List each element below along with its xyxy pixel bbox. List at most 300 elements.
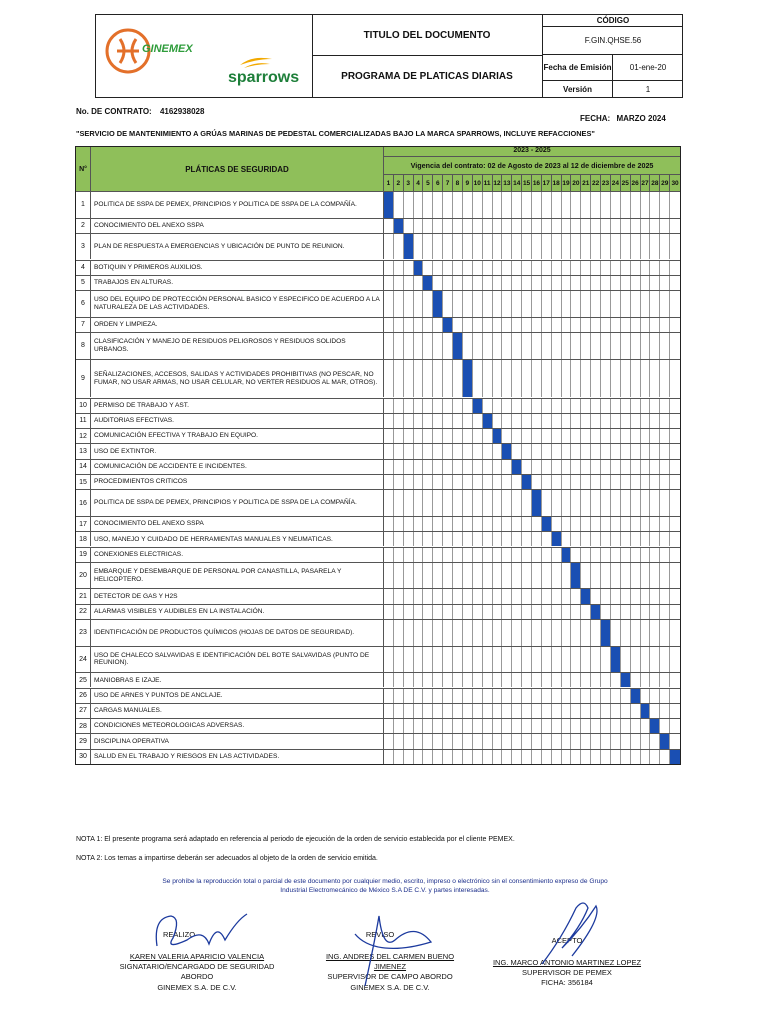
grid-cell [394, 429, 404, 443]
grid-cell [552, 563, 562, 589]
grid-cell [463, 532, 473, 546]
grid-cell [660, 620, 670, 646]
scheduled-day-cell [453, 333, 463, 359]
grid-cell [641, 234, 651, 260]
grid-cell [611, 563, 621, 589]
grid-cell [591, 490, 601, 516]
grid-cell [631, 261, 641, 275]
grid-cell [493, 719, 503, 733]
row-number: 12 [76, 429, 91, 443]
grid-cell [542, 460, 552, 474]
grid-cell [552, 399, 562, 413]
grid-cell [384, 517, 394, 531]
program-title: PROGRAMA DE PLATICAS DIARIAS [341, 71, 513, 82]
grid-cell [414, 399, 424, 413]
grid-cell [660, 563, 670, 589]
grid-cell [611, 605, 621, 619]
grid-cell [394, 192, 404, 218]
grid-cell [463, 318, 473, 332]
grid-cell [670, 318, 680, 332]
grid-cell [453, 291, 463, 317]
signer-title: SUPERVISOR DE PEMEX [522, 968, 612, 978]
grid-cell [404, 460, 414, 474]
day-header-cell: 25 [621, 175, 631, 191]
grid-cell [384, 532, 394, 546]
grid-cell [493, 234, 503, 260]
row-number: 8 [76, 333, 91, 359]
grid-cell [562, 563, 572, 589]
grid-cell [414, 673, 424, 687]
row-number: 26 [76, 689, 91, 703]
grid-cell [591, 750, 601, 764]
grid-cell [423, 429, 433, 443]
grid-cell [562, 318, 572, 332]
grid-cell [591, 261, 601, 275]
grid-cell [532, 719, 542, 733]
grid-cell [394, 291, 404, 317]
grid-cell [423, 704, 433, 718]
grid-cell [404, 532, 414, 546]
scheduled-day-cell [384, 192, 394, 218]
service-description: "SERVICIO DE MANTENIMIENTO A GRÚAS MARINAS DE PEDESTAL COMERCIALIZADAS BAJO LA MARCA SPARROWS, INCLUYE REFACCIONES" [76, 129, 595, 138]
grid-cell [542, 444, 552, 458]
grid-cell [581, 689, 591, 703]
grid-cell [522, 750, 532, 764]
grid-cell [591, 318, 601, 332]
grid-cell [650, 647, 660, 673]
grid-cell [660, 475, 670, 489]
grid-cell [562, 673, 572, 687]
grid-cell [542, 532, 552, 546]
grid-cell [601, 532, 611, 546]
grid-cell [611, 475, 621, 489]
grid-cell [591, 532, 601, 546]
grid-cell [650, 360, 660, 398]
grid-cell [443, 734, 453, 748]
grid-cell [453, 399, 463, 413]
grid-cell [512, 276, 522, 290]
grid-cell [404, 219, 414, 233]
grid-cell [621, 318, 631, 332]
grid-cell [532, 276, 542, 290]
grid-cell [650, 318, 660, 332]
grid-cell [453, 360, 463, 398]
grid-cell [621, 444, 631, 458]
grid-cell [601, 276, 611, 290]
grid-cell [522, 563, 532, 589]
day-header-cell: 8 [453, 175, 463, 191]
row-number: 5 [76, 276, 91, 290]
grid-cell [493, 490, 503, 516]
grid-cell [453, 318, 463, 332]
grid-cell [631, 750, 641, 764]
grid-cell [483, 647, 493, 673]
grid-cell [532, 333, 542, 359]
grid-cell [641, 261, 651, 275]
grid-cell [601, 318, 611, 332]
grid-cell [591, 620, 601, 646]
grid-cell [493, 532, 503, 546]
grid-cell [631, 673, 641, 687]
grid-cell [601, 429, 611, 443]
grid-cell [443, 360, 453, 398]
grid-cell [601, 219, 611, 233]
grid-cell [512, 734, 522, 748]
grid-cell [670, 276, 680, 290]
row-topic: SEÑALIZACIONES, ACCESOS, SALIDAS Y ACTIVIDADES PROHIBITIVAS (NO PESCAR, NO FUMAR, NO USAR ARMAS, NO USAR CELULAR, NO VERTER RESIDUOS AL MAR, OTROS). [91, 360, 384, 398]
grid-cell [502, 605, 512, 619]
grid-cell [512, 589, 522, 603]
grid-cell [404, 605, 414, 619]
grid-cell [433, 429, 443, 443]
grid-cell [591, 414, 601, 428]
grid-cell [670, 734, 680, 748]
grid-cell [542, 750, 552, 764]
grid-cell [660, 219, 670, 233]
grid-cell [463, 475, 473, 489]
grid-cell [601, 719, 611, 733]
grid-cell [473, 291, 483, 317]
grid-cell [631, 719, 641, 733]
grid-cell [522, 360, 532, 398]
grid-cell [502, 704, 512, 718]
grid-cell [571, 734, 581, 748]
grid-cell [641, 490, 651, 516]
row-topic: CARGAS MANUALES. [91, 704, 384, 718]
grid-cell [611, 429, 621, 443]
grid-cell [631, 333, 641, 359]
grid-cell [443, 460, 453, 474]
grid-cell [601, 589, 611, 603]
grid-cell [433, 219, 443, 233]
grid-cell [532, 318, 542, 332]
grid-cell [502, 719, 512, 733]
grid-cell [562, 750, 572, 764]
grid-cell [660, 414, 670, 428]
contract-label: No. DE CONTRATO: [76, 107, 152, 116]
grid-cell [404, 647, 414, 673]
grid-cell [601, 548, 611, 562]
grid-cell [571, 620, 581, 646]
grid-cell [423, 399, 433, 413]
scheduled-day-cell [621, 673, 631, 687]
grid-cell [571, 719, 581, 733]
grid-cell [473, 475, 483, 489]
grid-cell [611, 734, 621, 748]
grid-cell [502, 192, 512, 218]
grid-cell [483, 563, 493, 589]
grid-cell [650, 548, 660, 562]
grid-cell [601, 333, 611, 359]
grid-cell [571, 689, 581, 703]
grid-cell [571, 219, 581, 233]
grid-cell [473, 532, 483, 546]
grid-cell [660, 517, 670, 531]
grid-cell [453, 261, 463, 275]
grid-cell [512, 399, 522, 413]
grid-cell [443, 291, 453, 317]
grid-cell [433, 414, 443, 428]
grid-cell [463, 605, 473, 619]
grid-cell [591, 276, 601, 290]
grid-cell [394, 563, 404, 589]
grid-cell [552, 620, 562, 646]
row-topic: USO DEL EQUIPO DE PROTECCIÓN PERSONAL BASICO Y ESPECIFICO DE ACUERDO A LA NATURALEZA DE LAS ACTIVIDADES. [91, 291, 384, 317]
grid-cell [512, 532, 522, 546]
grid-cell [670, 673, 680, 687]
grid-cell [414, 563, 424, 589]
grid-cell [433, 460, 443, 474]
signer-org: GINEMEX S.A. DE C.V. [157, 982, 237, 992]
grid-cell [394, 548, 404, 562]
grid-cell [621, 333, 631, 359]
grid-cell [601, 475, 611, 489]
grid-cell [443, 589, 453, 603]
grid-cell [463, 689, 473, 703]
grid-cell [571, 548, 581, 562]
grid-cell [660, 532, 670, 546]
grid-cell [562, 475, 572, 489]
grid-cell [423, 234, 433, 260]
grid-cell [502, 399, 512, 413]
grid-cell [423, 318, 433, 332]
grid-cell [601, 192, 611, 218]
grid-cell [443, 689, 453, 703]
period-header: 2023 - 2025 [384, 147, 680, 157]
grid-cell [552, 475, 562, 489]
grid-cell [502, 734, 512, 748]
day-header-cell: 24 [611, 175, 621, 191]
grid-cell [463, 399, 473, 413]
grid-cell [394, 734, 404, 748]
grid-cell [473, 360, 483, 398]
grid-cell [453, 414, 463, 428]
grid-cell [493, 605, 503, 619]
grid-cell [522, 261, 532, 275]
grid-cell [423, 673, 433, 687]
grid-cell [384, 620, 394, 646]
table-row [76, 718, 680, 733]
grid-cell [384, 647, 394, 673]
grid-cell [562, 704, 572, 718]
handwritten-signature [532, 898, 612, 968]
grid-cell [512, 548, 522, 562]
grid-cell [493, 291, 503, 317]
grid-cell [493, 620, 503, 646]
grid-cell [641, 689, 651, 703]
table-row [76, 191, 680, 218]
grid-cell [562, 399, 572, 413]
grid-cell [443, 750, 453, 764]
grid-cell [552, 318, 562, 332]
grid-cell [631, 647, 641, 673]
grid-cell [650, 673, 660, 687]
grid-cell [631, 704, 641, 718]
grid-cell [453, 647, 463, 673]
grid-cell [611, 673, 621, 687]
grid-cell [502, 460, 512, 474]
grid-cell [502, 532, 512, 546]
grid-cell [650, 734, 660, 748]
grid-cell [611, 620, 621, 646]
grid-cell [670, 563, 680, 589]
grid-cell [562, 589, 572, 603]
grid-cell [414, 719, 424, 733]
table-row [76, 317, 680, 332]
day-header-cell: 20 [571, 175, 581, 191]
grid-cell [562, 414, 572, 428]
grid-cell [641, 647, 651, 673]
grid-cell [591, 429, 601, 443]
grid-cell [532, 291, 542, 317]
grid-cell [542, 589, 552, 603]
grid-cell [394, 704, 404, 718]
grid-cell [621, 276, 631, 290]
version-value: 1 [645, 84, 651, 94]
grid-cell [621, 647, 631, 673]
row-number: 16 [76, 490, 91, 516]
grid-cell [670, 429, 680, 443]
grid-cell [384, 399, 394, 413]
row-topic: ALARMAS VISIBLES Y AUDIBLES EN LA INSTALACIÓN. [91, 605, 384, 619]
grid-cell [522, 444, 532, 458]
grid-cell [581, 414, 591, 428]
grid-cell [542, 399, 552, 413]
grid-cell [473, 276, 483, 290]
grid-cell [414, 589, 424, 603]
grid-cell [591, 219, 601, 233]
grid-cell [493, 333, 503, 359]
grid-cell [641, 620, 651, 646]
row-number: 15 [76, 475, 91, 489]
grid-cell [660, 719, 670, 733]
scheduled-day-cell [483, 414, 493, 428]
grid-cell [601, 563, 611, 589]
grid-cell [631, 620, 641, 646]
grid-cell [473, 414, 483, 428]
grid-cell [660, 192, 670, 218]
grid-cell [650, 333, 660, 359]
grid-cell [581, 475, 591, 489]
grid-cell [433, 750, 443, 764]
grid-cell [483, 490, 493, 516]
grid-cell [611, 276, 621, 290]
grid-cell [384, 429, 394, 443]
grid-cell [443, 444, 453, 458]
grid-cell [414, 605, 424, 619]
grid-cell [414, 414, 424, 428]
table-row [76, 398, 680, 413]
row-topic: CONOCIMIENTO DEL ANEXO SSPA [91, 219, 384, 233]
grid-cell [404, 261, 414, 275]
grid-cell [562, 333, 572, 359]
grid-cell [404, 276, 414, 290]
grid-cell [621, 234, 631, 260]
grid-cell [414, 444, 424, 458]
row-number: 30 [76, 750, 91, 764]
grid-cell [562, 360, 572, 398]
grid-cell [532, 605, 542, 619]
scheduled-day-cell [502, 444, 512, 458]
grid-cell [404, 719, 414, 733]
grid-cell [384, 234, 394, 260]
grid-cell [473, 444, 483, 458]
grid-cell [552, 219, 562, 233]
grid-cell [502, 548, 512, 562]
grid-cell [522, 548, 532, 562]
table-row [76, 428, 680, 443]
grid-cell [463, 750, 473, 764]
grid-cell [453, 563, 463, 589]
grid-cell [581, 490, 591, 516]
grid-cell [394, 647, 404, 673]
grid-cell [581, 605, 591, 619]
row-number: 6 [76, 291, 91, 317]
grid-cell [512, 261, 522, 275]
grid-cell [660, 399, 670, 413]
grid-cell [631, 460, 641, 474]
grid-cell [512, 719, 522, 733]
grid-cell [493, 589, 503, 603]
grid-cell [463, 429, 473, 443]
grid-cell [532, 219, 542, 233]
table-header [76, 147, 680, 191]
table-row [76, 562, 680, 589]
grid-cell [483, 429, 493, 443]
grid-cell [483, 734, 493, 748]
grid-cell [532, 460, 542, 474]
grid-cell [571, 704, 581, 718]
grid-cell [641, 563, 651, 589]
grid-cell [522, 605, 532, 619]
grid-cell [473, 548, 483, 562]
row-topic: CONEXIONES ELECTRICAS. [91, 548, 384, 562]
grid-cell [384, 563, 394, 589]
grid-cell [384, 460, 394, 474]
grid-cell [621, 719, 631, 733]
row-topic: MANIOBRAS E IZAJE. [91, 673, 384, 687]
grid-cell [611, 704, 621, 718]
grid-cell [591, 734, 601, 748]
grid-cell [641, 548, 651, 562]
grid-cell [463, 444, 473, 458]
grid-cell [552, 719, 562, 733]
row-topic: DISCIPLINA OPERATIVA [91, 734, 384, 748]
grid-cell [621, 620, 631, 646]
table-row [76, 459, 680, 474]
grid-cell [562, 605, 572, 619]
grid-cell [542, 719, 552, 733]
grid-cell [631, 399, 641, 413]
grid-cell [542, 414, 552, 428]
signer-title: SIGNATARIO/ENCARGADO DE SEGURIDAD ABORDO [119, 962, 275, 982]
scheduled-day-cell [414, 261, 424, 275]
grid-cell [581, 360, 591, 398]
sparrows-bird-icon [238, 55, 274, 69]
grid-cell [463, 548, 473, 562]
grid-cell [552, 360, 562, 398]
scheduled-day-cell [562, 548, 572, 562]
grid-cell [562, 490, 572, 516]
grid-cell [404, 399, 414, 413]
grid-cell [414, 704, 424, 718]
grid-cell [453, 750, 463, 764]
grid-cell [532, 444, 542, 458]
grid-cell [542, 620, 552, 646]
grid-cell [532, 475, 542, 489]
grid-cell [611, 219, 621, 233]
day-header-cell: 1 [384, 175, 394, 191]
